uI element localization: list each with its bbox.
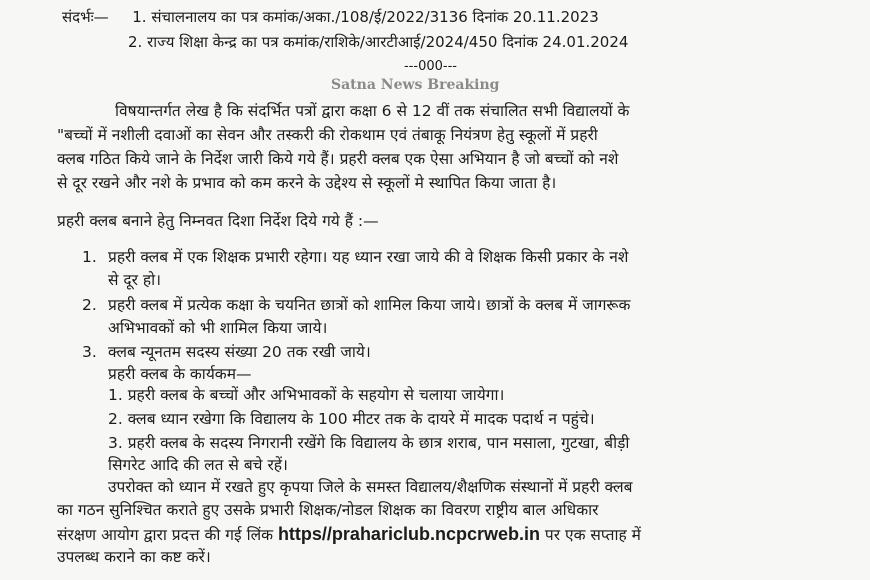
separator: ---000--- bbox=[404, 59, 457, 74]
intro-line: से दूर रखने और नशे के प्रभाव को कम करने के उद्देश्य से स्कूलों मे स्थापित किया जाता है। bbox=[57, 174, 557, 192]
activity-item bbox=[108, 433, 629, 453]
reference-line-2 bbox=[128, 32, 628, 52]
intro-line: क्लब गठित किये जाने के निर्देश जारी किये गये हैं। प्रहरी क्लब एक ऐसा अभियान है जो बच्चों को नशे bbox=[57, 150, 619, 168]
closing-line: उपरोक्त को ध्यान में रखते हुए कृपया जिले के समस्त विद्यालय/शैक्षणिक संस्थानों में प्रहरी क्लब bbox=[108, 478, 633, 496]
activity-item bbox=[108, 385, 504, 405]
reference-number: 1. bbox=[132, 8, 147, 26]
activity-item bbox=[108, 409, 595, 429]
item-text: प्रहरी क्लब में एक शिक्षक प्रभारी रहेगा। यह ध्यान रखा जाये की वे शिक्षक किसी प्रकार के नशे bbox=[108, 248, 629, 266]
reference-line-1 bbox=[62, 7, 599, 27]
item-number: 3. bbox=[108, 434, 123, 452]
activities-heading: प्रहरी क्लब के कार्यकम— bbox=[108, 365, 252, 383]
item-text-continued: सिगरेट आदि की लत से बचे रहें। bbox=[108, 456, 288, 474]
item-text: प्रहरी क्लब में प्रत्येक कक्षा के चयनित छात्रों को शामिल किया जाये। छात्रों के क्लब में जागरूक bbox=[108, 296, 631, 314]
item-number: 2. bbox=[108, 410, 123, 428]
item-number: 3. bbox=[82, 343, 97, 361]
watermark: Satna News Breaking bbox=[331, 77, 500, 93]
item-text: क्लब ध्यान रखेगा कि विद्यालय के 100 मीटर तक के दायरे में मादक पदार्थ न पहुंचे। bbox=[127, 410, 595, 428]
reference-text: राज्य शिक्षा केन्द्र का पत्र कमांक/राशिके/आरटीआई/2024/450 दिनांक 24.01.2024 bbox=[147, 33, 629, 51]
item-text: क्लब न्यूनतम सदस्य संख्या 20 तक रखी जाये। bbox=[108, 343, 371, 361]
reference-number: 2. bbox=[128, 33, 143, 51]
reference-label: संदर्भः— bbox=[62, 8, 109, 26]
closing-line: का गठन सुनिश्चित कराते हुए उसके प्रभारी शिक्षक/नोडल शिक्षक का विवरण राष्ट्रीय बाल अधिकार bbox=[57, 501, 599, 519]
closing-line bbox=[57, 524, 641, 545]
guideline-item bbox=[82, 247, 628, 267]
item-number: 1. bbox=[82, 248, 97, 266]
item-text: प्रहरी क्लब के सदस्य निगरानी रखेंगे कि विद्यालय के छात्र शराब, पान मसाला, गुटखा, बीड़ी bbox=[127, 434, 630, 452]
item-number: 1. bbox=[108, 386, 123, 404]
guidelines-heading: प्रहरी क्लब बनाने हेतु निम्नवत दिशा निर्देश दिये गये हैं :— bbox=[57, 212, 379, 230]
item-number: 2. bbox=[82, 296, 97, 314]
reference-text: संचालनालय का पत्र कमांक/अका./108/ई/2022/3136 दिनांक 20.11.2023 bbox=[151, 8, 599, 26]
closing-line: उपलब्ध कराने का कष्ट करें। bbox=[57, 548, 211, 566]
guideline-item bbox=[82, 295, 630, 315]
closing-text: पर एक सप्ताह में bbox=[544, 526, 641, 544]
closing-text: संरक्षण आयोग द्वारा प्रदत्त की गई लिंक bbox=[57, 526, 273, 544]
prahari-club-link[interactable]: https//prahariclub.ncpcrweb.in bbox=[277, 524, 540, 544]
item-text: प्रहरी क्लब के बच्चों और अभिभावकों के सहयोग से चलाया जायेगा। bbox=[127, 386, 505, 404]
item-text-continued: अभिभावकों को भी शामिल किया जाये। bbox=[108, 319, 328, 337]
intro-line: "बच्चों में नशीली दवाओं का सेवन और तस्करी की रोकथाम एवं तंबाकू नियंत्रण हेतु स्कूलों में प्रहरी bbox=[57, 126, 598, 144]
guideline-item bbox=[82, 342, 371, 362]
intro-line: विषयान्तर्गत लेख है कि संदर्भित पत्रों द्वारा कक्षा 6 से 12 वीं तक संचालित सभी विद्यालयों के bbox=[115, 102, 630, 120]
item-text-continued: से दूर हो। bbox=[108, 271, 162, 289]
